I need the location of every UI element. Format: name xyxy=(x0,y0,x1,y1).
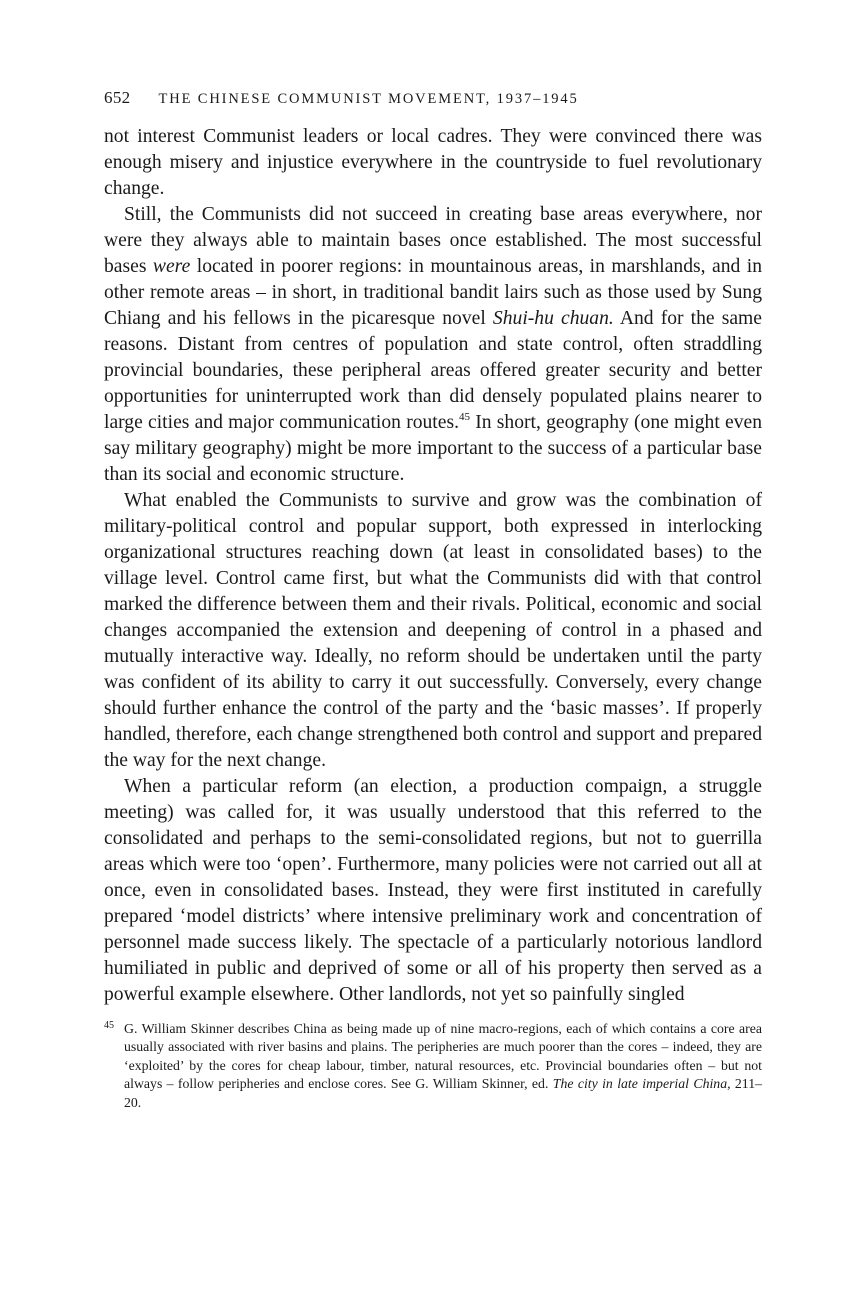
footnote-mark: 45 xyxy=(104,1020,114,1031)
paragraph-3 xyxy=(104,488,762,774)
paragraph-1 xyxy=(104,124,762,202)
page-number: 652 xyxy=(104,88,131,107)
footnote-text-1: G. William Skinner describes China as being made up of nine macro-regions, each of which contains a core area usually associated with river basins and plains. The peripheries are much poorer than the cores – indeed, they are ‘exploited’ by the cores for cheap labour, timber, natural resources, etc. Provincial boundaries often – but not always – follow peripheries and enclose cores. See G. William Skinner, ed. xyxy=(124,1021,762,1092)
footnote-reference[interactable]: 45 xyxy=(458,411,470,423)
paragraph-2 xyxy=(104,202,762,488)
running-head xyxy=(104,88,762,108)
running-title: THE CHINESE COMMUNIST MOVEMENT, 1937–1945 xyxy=(158,91,579,107)
novel-title: Shui-hu chuan. xyxy=(492,308,614,329)
paragraph-2-italic-were: were xyxy=(152,256,191,277)
paragraph-4 xyxy=(104,774,762,1008)
footnote-text-2: 211–20. xyxy=(124,1076,762,1110)
footnote-book-title: The city in late imperial China, xyxy=(552,1076,731,1092)
paragraph-2-text-2: located in poorer regions: in mountainous areas, in marshlands, and in other remote areas – in short, in traditional bandit lairs such as those used by Sung Chiang and his fellows in the picaresque novel xyxy=(104,256,762,329)
paragraph-4-text: When a particular reform (an election, a production compaign, a struggle meeting) was called for, it was usually understood that this referred to the consolidated and perhaps to the semi-consolidated regions, but not to guerrilla areas which were too ‘open’. Furthermore, many policies were not carried out all at once, even in consolidated bases. Instead, they were first instituted in carefully prepared ‘model districts’ where intensive preliminary work and concentration of personnel made success likely. The spectacle of a particularly notorious landlord humiliated in public and deprived of some or all of his property then served as a powerful example elsewhere. Other landlords, not yet so painfully singled xyxy=(104,776,762,1005)
paragraph-2-text-4: In short, geography (one might even say military geography) might be more important to the success of a particular base than its social and economic structure. xyxy=(104,412,763,485)
paragraph-2-text-3: And for the same reasons. Distant from centres of population and state control, often straddling provincial boundaries, these peripheral areas offered greater security and better opportunities for uninterrupted work than did densely populated plains nearer to large cities and major communication routes. xyxy=(104,308,762,433)
paragraph-1-text: not interest Communist leaders or local cadres. They were convinced there was enough misery and injustice everywhere in the countryside to fuel revolutionary change. xyxy=(104,126,762,199)
paragraph-2-text-1: Still, the Communists did not succeed in creating base areas everywhere, nor were they always able to maintain bases once established. The most successful bases xyxy=(104,204,762,277)
book-page xyxy=(104,88,762,1112)
footnote xyxy=(104,1020,762,1112)
body-text xyxy=(104,124,762,1008)
paragraph-3-text: What enabled the Communists to survive and grow was the combination of military-political control and popular support, both expressed in interlocking organizational structures reaching down (at least in consolidated bases) to the village level. Control came first, but what the Communists did with that control marked the difference between them and their rivals. Political, economic and social changes accompanied the extension and deepening of control in a phased and mutually interactive way. Ideally, no reform should be undertaken until the party was confident of its ability to carry it out successfully. Conversely, every change should further enhance the control of the party and the ‘basic masses’. If properly handled, therefore, each change strengthened both control and support and prepared the way for the next change. xyxy=(104,490,762,771)
